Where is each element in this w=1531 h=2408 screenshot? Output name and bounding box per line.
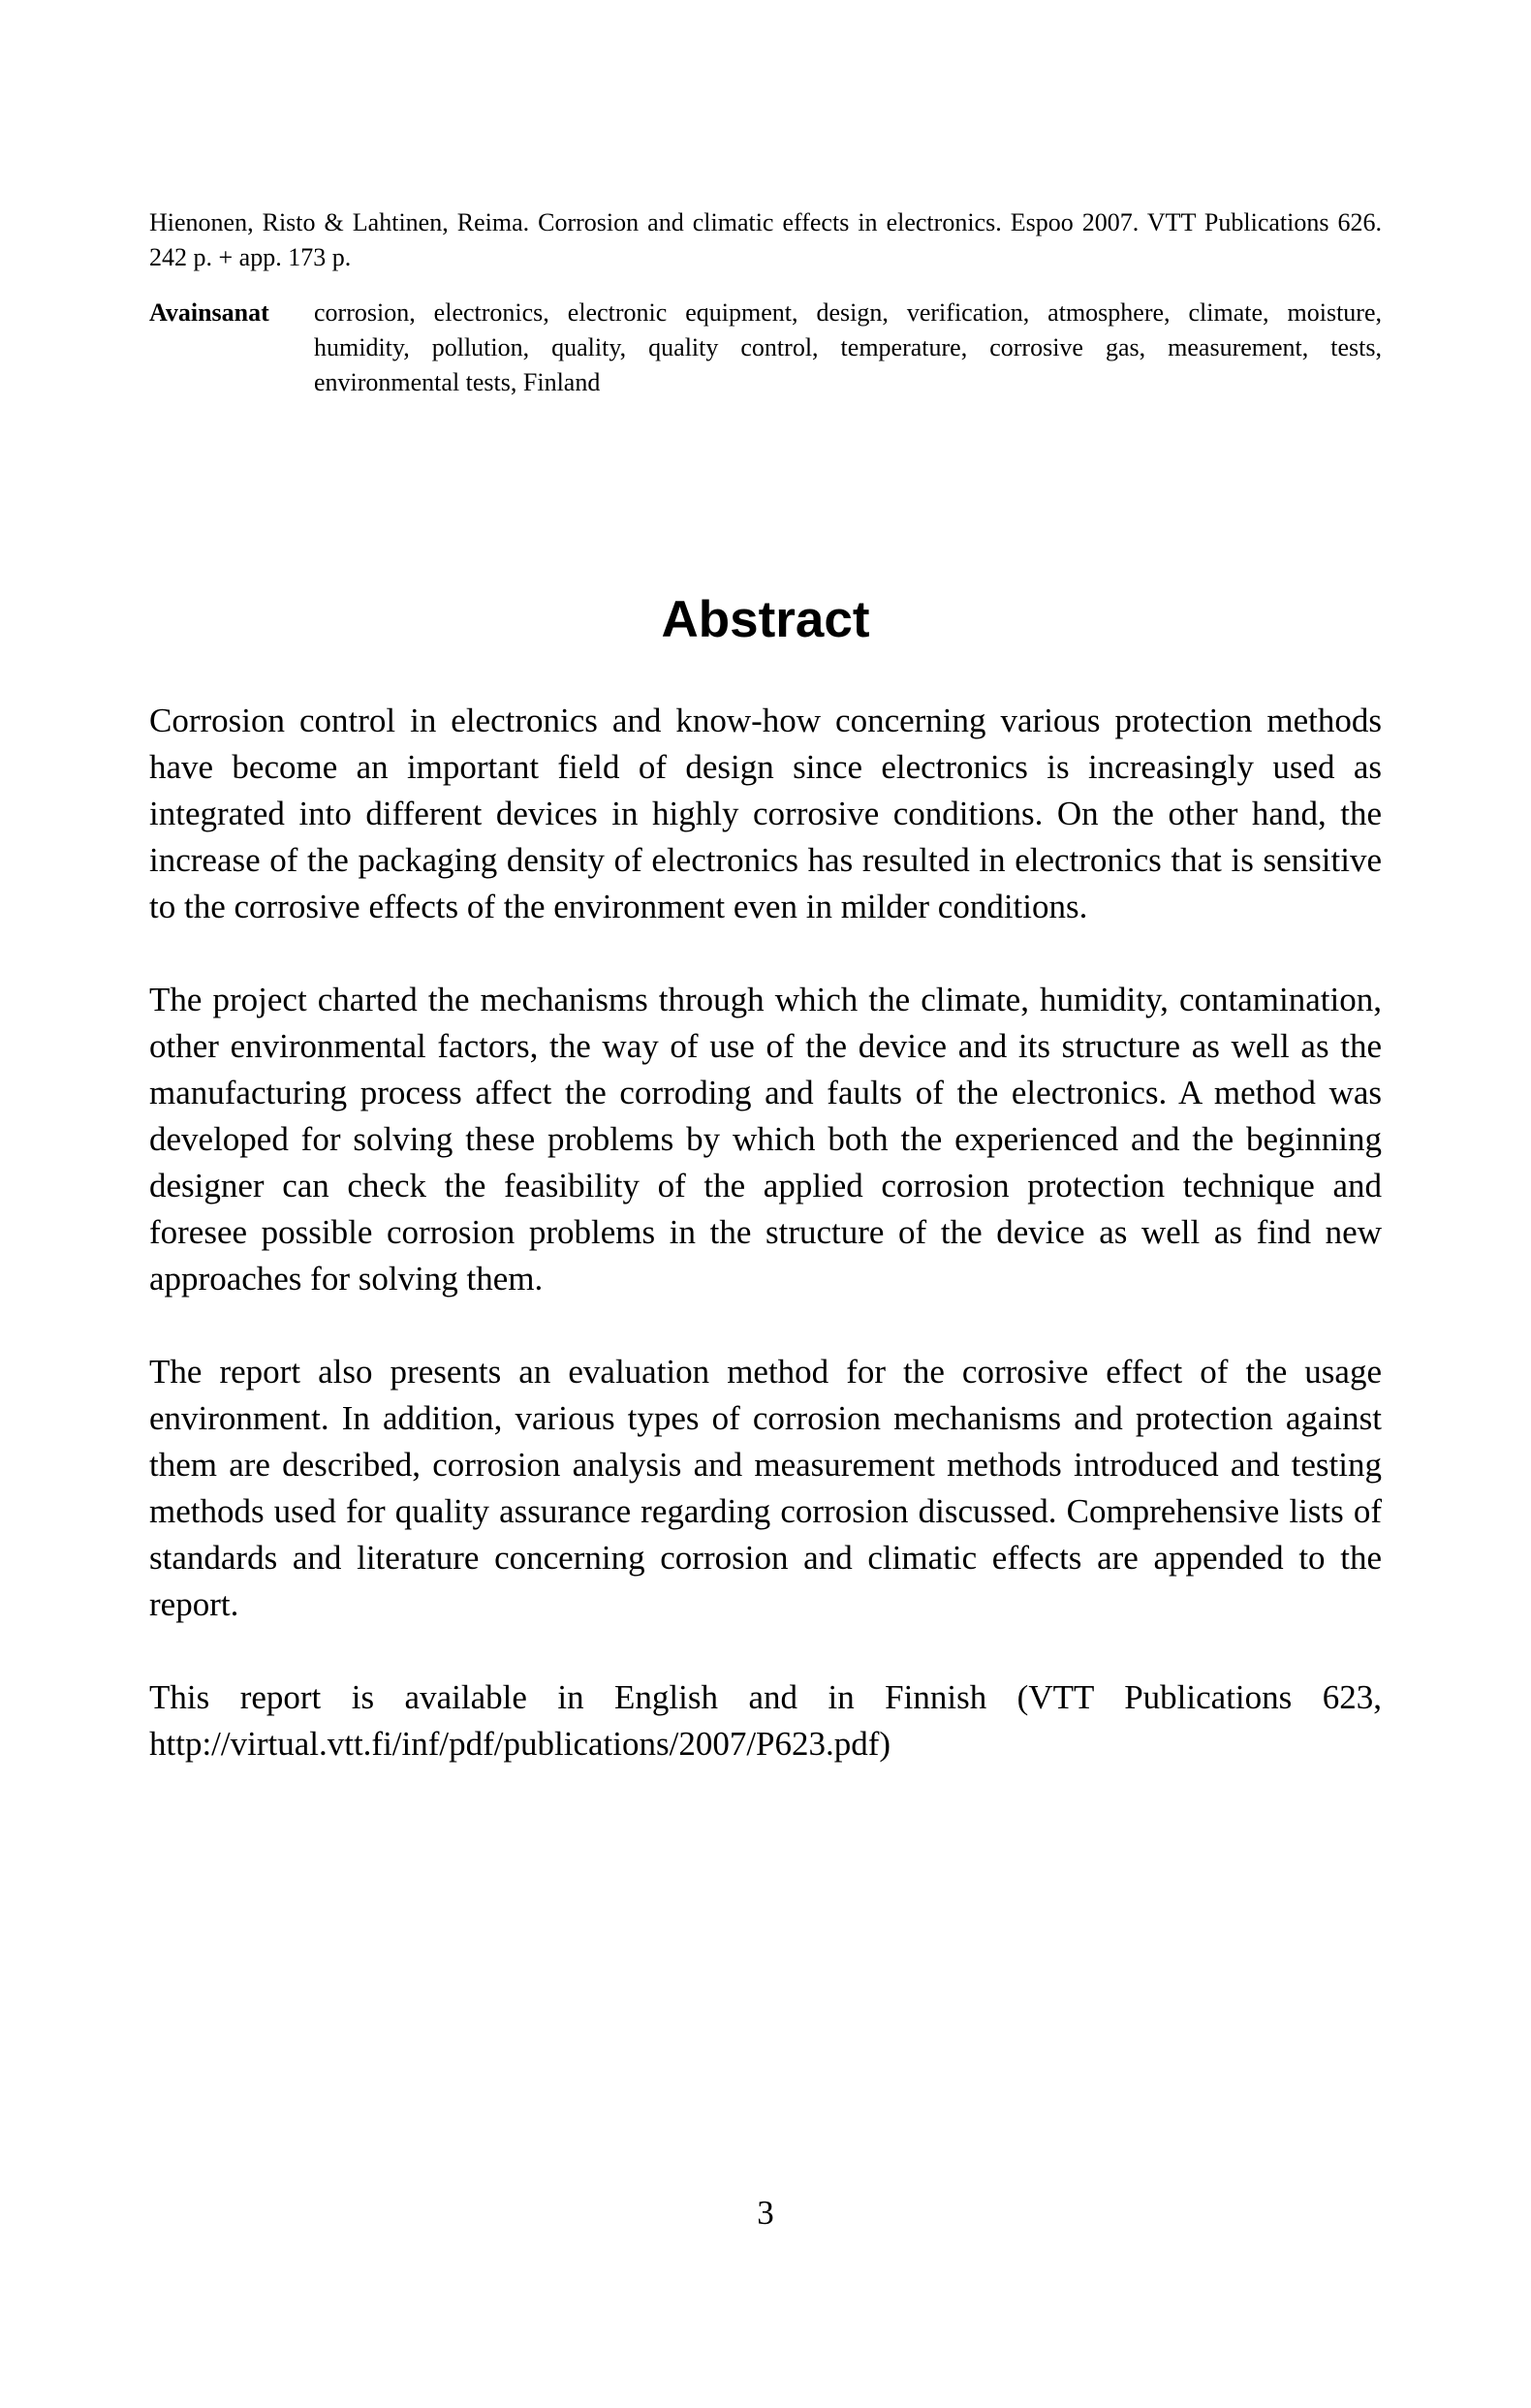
- abstract-heading: Abstract: [661, 591, 870, 648]
- abstract-paragraph-4: This report is available in English and in Finnish (VTT Publications 623, http://virtual.vtt.fi/inf/pdf/publications/2007/P623.pdf): [149, 1678, 1382, 1763]
- keywords-list: corrosion, electronics, electronic equipment, design, verification, atmosphere, climate, moisture, humidity, pollution, quality, quality control, temperature, corrosive gas, measurement, tests, environmental tests, Finland: [314, 298, 1382, 396]
- keywords-label: Avainsanat: [149, 298, 269, 327]
- abstract-paragraph-1: Corrosion control in electronics and know-how concerning various protection methods have become an important field of design since electronics is increasingly used as integrated into different devices in highly corrosive conditions. On the other hand, the increase of the packaging density of electronics has resulted in electronics that is sensitive to the corrosive effects of the environment even in milder conditions.: [149, 702, 1382, 925]
- document-page: [149, 0, 1382, 2408]
- page-number: 3: [757, 2194, 774, 2232]
- abstract-paragraph-2: The project charted the mechanisms through which the climate, humidity, contamination, other environmental factors, the way of use of the device and its structure as well as the manufacturing process affect the corroding and faults of the electronics. A method was developed for solving these problems by which both the experienced and the beginning designer can check the feasibility of the applied corrosion protection technique and foresee possible corrosion problems in the structure of the device as well as find new approaches for solving them.: [149, 981, 1382, 1298]
- abstract-body: [149, 698, 1382, 1814]
- bibliographic-citation: Hienonen, Risto & Lahtinen, Reima. Corrosion and climatic effects in electronics. Espoo 2007. VTT Publications 626. 242 p. + app. 173 p.: [149, 208, 1382, 271]
- keywords-block: [149, 296, 1382, 400]
- abstract-paragraph-3: The report also presents an evaluation method for the corrosive effect of the usage environment. In addition, various types of corrosion mechanisms and protection against them are described, corrosion analysis and measurement methods introduced and testing methods used for quality assurance regarding corrosion discussed. Comprehensive lists of standards and literature concerning corrosion and climatic effects are appended to the report.: [149, 1353, 1382, 1623]
